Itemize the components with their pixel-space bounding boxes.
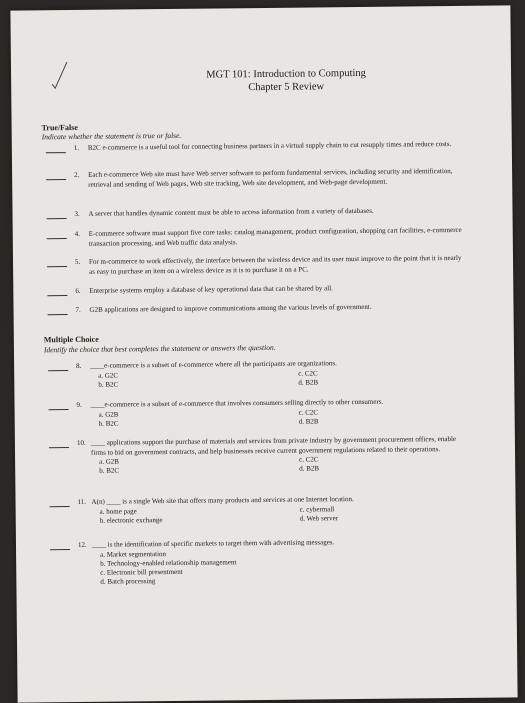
option-b[interactable]: b. electronic exchange — [99, 515, 163, 525]
multiple-choice-heading: Multiple Choice — [43, 334, 99, 345]
option-c[interactable]: c. cybermall — [299, 504, 335, 514]
question-4: 4. E-commerce software must support five core tasks: catalog management, product configuration, shopping cart facilities, e-commerce transaction processing, and Web traffic data analysis. — [75, 226, 465, 249]
true-false-instructions: Indicate whether the statement is true or false. — [41, 130, 182, 142]
question-9: 9. ____e-commerce is a subset of e-commerce that involves consumers selling directly to other consumers. a. G2B c. C2C b. B2C d. B2B — [76, 397, 466, 431]
answer-blank[interactable] — [47, 218, 67, 219]
handwritten-check-mark — [51, 60, 69, 90]
option-d[interactable]: d. Batch processing — [100, 576, 156, 586]
option-b[interactable]: b. B2C — [98, 380, 119, 389]
option-a[interactable]: a. home page — [99, 506, 137, 516]
page-title — [161, 66, 411, 95]
option-c[interactable]: c. C2C — [298, 407, 319, 417]
multiple-choice-instructions: Identify the choice that best completes the statement or answers the question. — [43, 342, 276, 355]
option-c[interactable]: c. C2C — [298, 368, 318, 378]
answer-blank[interactable] — [48, 370, 68, 371]
answer-blank[interactable] — [49, 447, 69, 448]
true-false-heading: True/False — [41, 122, 78, 133]
option-d[interactable]: d. Web server — [299, 513, 339, 523]
question-1: 1. B2C e-commerce is a useful tool for connecting business partners in a virtual supply chain to cut resupply times and reduce costs. — [74, 140, 464, 154]
question-10: 10. ____ applications support the purchase of materials and services from private industry by government procurement offices, enable firms to bid on government contracts, and help businesses receive current government regulations related to their operations. a. G2B c. C2C b. B2C d. B2B — [77, 435, 467, 478]
answer-options — [100, 503, 468, 527]
option-d[interactable]: d. B2B — [298, 377, 319, 387]
chapter-title: Chapter 5 Review — [248, 81, 325, 94]
option-a[interactable]: a. G2B — [98, 410, 119, 419]
question-7: 7. G2B applications are designed to improve communications among the various levels of government. — [75, 302, 465, 316]
option-a[interactable]: a. G2C — [98, 371, 119, 380]
worksheet-page — [10, 5, 517, 702]
option-c[interactable]: c. C2C — [299, 455, 319, 464]
answer-blank[interactable] — [48, 314, 68, 315]
answer-blank[interactable] — [50, 549, 70, 550]
question-5: 5. For m-commerce to work effectively, the interface between the wireless device and its user must improve to the point that it is nearly as easy to purchase an item on a wireless device as it is to purchase it on a PC. — [75, 254, 465, 277]
answer-blank[interactable] — [46, 179, 66, 180]
answer-options — [98, 367, 466, 391]
option-c[interactable]: c. Electronic bill presentment — [100, 567, 183, 577]
option-d[interactable]: d. B2B — [298, 416, 319, 426]
course-title: MGT 101: Introduction to Computing — [206, 67, 366, 81]
answer-blank[interactable] — [47, 238, 67, 239]
option-b[interactable]: b. B2C — [99, 466, 120, 475]
option-d[interactable]: d. B2B — [299, 464, 320, 473]
answer-blank[interactable] — [47, 295, 67, 296]
answer-blank[interactable] — [50, 506, 70, 507]
option-a[interactable]: a. G2B — [99, 457, 120, 466]
question-6: 6. Enterprise systems employ a database of key operational data that can be shared by all. — [75, 283, 465, 297]
question-11: 11. A(n) ____ is a single Web site that offers many products and services at one Internet location. a. home page c. cybermall b. electronic exchange d. Web server — [77, 494, 467, 528]
option-b[interactable]: b. B2C — [98, 419, 119, 428]
option-a[interactable]: a. Market segmentation — [100, 549, 167, 559]
option-b[interactable]: b. Technology-enabled relationship management — [100, 557, 237, 568]
question-12: 12. ____ is the identification of specific markets to target them with advertising messages. a. Market segmentation b. Technology-enabled relationship management c. Electronic bill presentment d. Batch processing — [78, 537, 468, 589]
question-2: 2. Each e-commerce Web site must have Web server software to perform fundamental services, including security and identification, retrieval and sending of Web pages, Web site tracking, Web site development, and Web-page development. — [74, 167, 464, 190]
question-3: 3. A server that handles dynamic content must be able to access information from a variety of databases. — [74, 206, 464, 220]
answer-options — [100, 546, 468, 588]
answer-blank[interactable] — [47, 266, 67, 267]
answer-blank[interactable] — [49, 409, 69, 410]
answer-options — [99, 454, 467, 478]
answer-options — [99, 406, 467, 430]
answer-blank[interactable] — [46, 152, 66, 153]
question-8: 8. ____e-commerce is a subset of e-commerce where all the participants are organizations. a. G2C c. C2C b. B2C d. B2B — [76, 358, 466, 392]
